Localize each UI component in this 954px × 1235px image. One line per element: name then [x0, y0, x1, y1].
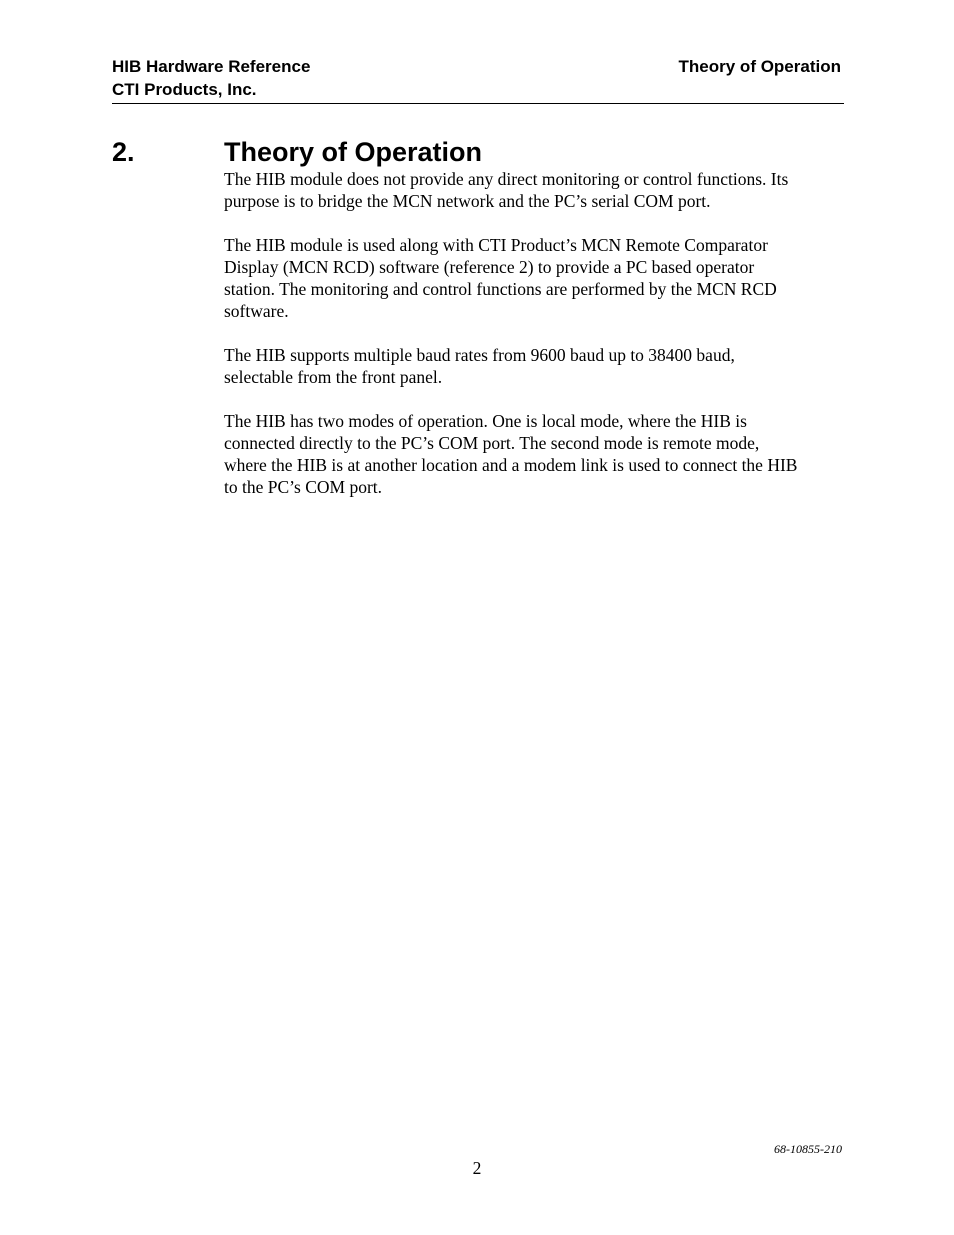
header-left [112, 55, 310, 101]
paragraph-modes: The HIB has two modes of operation. One is local mode, where the HIB is connected directly to the PC’s COM port. The second mode is remote mode, where the HIB is at another location and a modem link is used to connect the HIB to the PC’s COM port. [224, 411, 798, 497]
section-body [224, 168, 844, 520]
document-number: 68-10855-210 [774, 1142, 842, 1156]
page-header [112, 55, 844, 104]
section-heading: Theory of Operation [224, 137, 483, 167]
paragraph-baud-rates: The HIB supports multiple baud rates from 9600 baud up to 38400 baud, selectable from the front panel. [224, 345, 735, 387]
header-company: CTI Products, Inc. [112, 80, 257, 99]
page-number: 2 [472, 1158, 482, 1178]
header-doc-title: HIB Hardware Reference [112, 57, 311, 76]
paragraph-mcn-rcd: The HIB module is used along with CTI Product’s MCN Remote Comparator Display (MCN RCD) software (reference 2) to provide a PC based operator station. The monitoring and control functions are performed by the MCN RCD software. [224, 235, 777, 321]
section-number: 2. [112, 137, 135, 167]
paragraph-purpose: The HIB module does not provide any direct monitoring or control functions. Its purpose is to bridge the MCN network and the PC’s serial COM port. [224, 169, 789, 211]
header-section-title: Theory of Operation [678, 57, 841, 76]
